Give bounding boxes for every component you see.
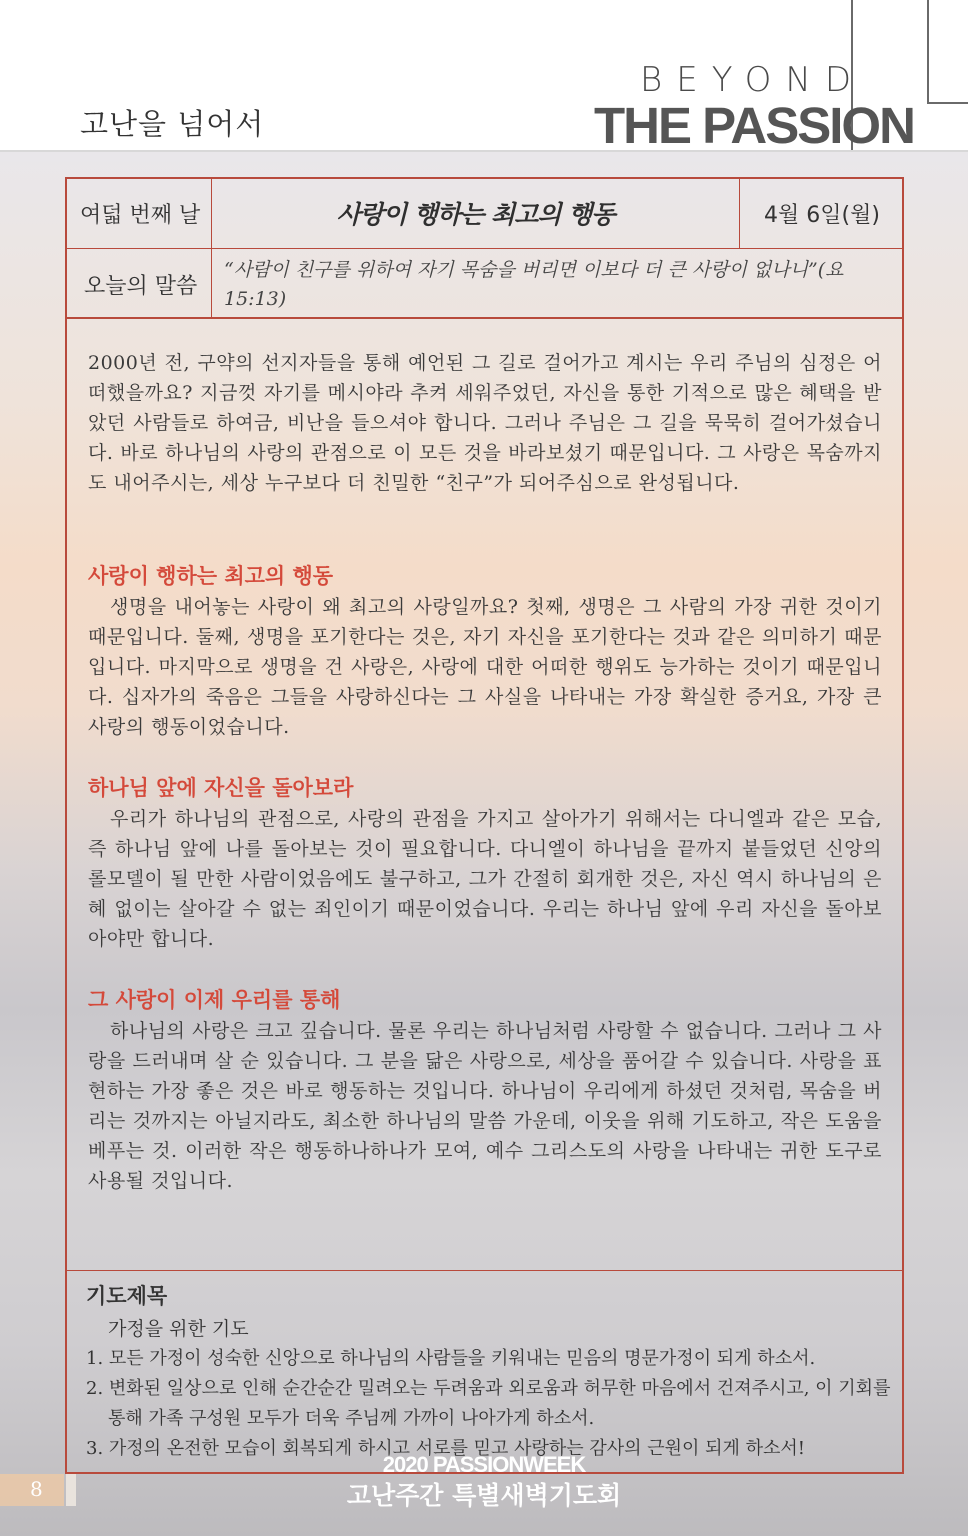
logo-the-passion: THE PASSION <box>594 97 914 154</box>
section-paragraph: 하나님의 사랑은 크고 깊습니다. 물론 우리는 하나님처럼 사랑할 수 없습니다. 그러나 그 사랑을 드러내며 살 순 있습니다. 그 분을 닮은 사랑으로, 세상을 품어갈 수 있습니다. 사랑을 표현하는 가장 좋은 것은 바로 행동하는 것입니다. 하나님이 우리에게 하셨던 것처럼, 목숨을 버리는 것까지는 아닐지라도, 최소한 하나님의 말씀 가운데, 이웃을 위해 기도하고, 작은 도움을 베푸는 것. 이러한 작은 행동하나하나가 모여, 예수 그리스도의 사랑을 나타내는 귀한 도구로 사용될 것입니다. <box>88 1020 882 1192</box>
section-paragraph: 우리가 하나님의 관점으로, 사랑의 관점을 가지고 살아가기 위해서는 다니엘과 같은 모습, 즉 하나님 앞에 나를 돌아보는 것이 필요합니다. 다니엘이 하나님을 끝까지 붙들었던 신앙의 롤모델이 될 만한 사람이었음에도 불구하고, 그가 간절히 회개한 것은, 자신 역시 하나님의 은혜 없이는 살아갈 수 없는 죄인이기 때문이었습니다. 우리는 하나님 앞에 우리 자신을 돌아보아야만 합니다. <box>88 808 882 950</box>
logo-beyond: BEYOND <box>640 60 866 100</box>
page-header-title: 고난을 넘어서 <box>80 107 265 141</box>
devotion-title: 사랑이 행하는 최고의 행동 <box>336 200 615 229</box>
prayer-list <box>86 1344 896 1464</box>
prayer-subtitle: 가정을 위한 기도 <box>108 1318 249 1340</box>
section-paragraph: 생명을 내어놓는 사랑이 왜 최고의 사랑일까요? 첫째, 생명은 그 사람의 가장 귀한 것이기 때문입니다. 둘째, 생명을 포기한다는 것은, 자기 자신을 포기한다는 것과 같은 의미하기 때문입니다. 마지막으로 생명을 건 사랑은, 사랑에 대한 어떠한 행위도 능가하는 것이기 때문입니다. 십자가의 죽음은 그들을 사랑하신다는 그 사실을 나타내는 가장 확실한 증거요, 가장 큰 사랑의 행동이었습니다. <box>88 596 882 738</box>
prayer-item: 3. 가정의 온전한 모습이 회복되게 하시고 서로를 믿고 사랑하는 감사의 근원이 되게 하소서! <box>86 1438 806 1459</box>
prayer-item: 1. 모든 가정이 성숙한 신앙으로 하나님의 사람들을 키워내는 믿음의 명문가정이 되게 하소서. <box>86 1348 816 1369</box>
decorative-line <box>927 102 968 104</box>
section-heading: 그 사랑이 이제 우리를 통해 <box>88 987 341 1012</box>
decorative-line <box>927 0 929 104</box>
footer-event-title: 2020 PASSIONWEEK <box>382 1452 586 1477</box>
footer-event-subtitle: 고난주간 특별새벽기도회 <box>346 1481 622 1510</box>
day-label: 여덟 번째 날 <box>80 202 201 228</box>
devotion-date: 4월 6일(월) <box>764 202 880 228</box>
intro-paragraph: 2000년 전, 구약의 선지자들을 통해 예언된 그 길로 걸어가고 계시는 우리 주님의 심정은 어떠했을까요? 지금껏 자기를 메시야라 추켜 세워주었던, 자신을 통한 기적으로 많은 혜택을 받았던 사람들로 하여금, 비난을 들으셔야 합니다. 그러나 주님은 그 길을 묵묵히 걸어가셨습니다. 바로 하나님의 사랑의 관점으로 이 모든 것을 바라보셨기 때문입니다. 그 사랑은 목숨까지도 내어주시는, 세상 누구보다 더 친밀한 “친구”가 되어주심으로 완성됩니다. <box>88 352 882 494</box>
verse-text: “사람이 친구를 위하여 자기 목숨을 버리면 이보다 더 큰 사랑이 없나니”(요 15:13) <box>224 259 844 310</box>
page-number: 8 <box>30 1477 43 1501</box>
prayer-title: 기도제목 <box>86 1284 168 1308</box>
prayer-divider <box>65 1270 904 1271</box>
verse-label: 오늘의 말씀 <box>84 273 198 299</box>
section-heading: 하나님 앞에 자신을 돌아보라 <box>88 775 354 800</box>
section-heading: 사랑이 행하는 최고의 행동 <box>88 563 334 588</box>
prayer-item: 2. 변화된 일상으로 인해 순간순간 밀려오는 두려움과 외로움과 허무한 마음에서 건져주시고, 이 기회를 통해 가족 구성원 모두가 더욱 주님께 가까이 나아가게 하소서. <box>86 1378 891 1429</box>
